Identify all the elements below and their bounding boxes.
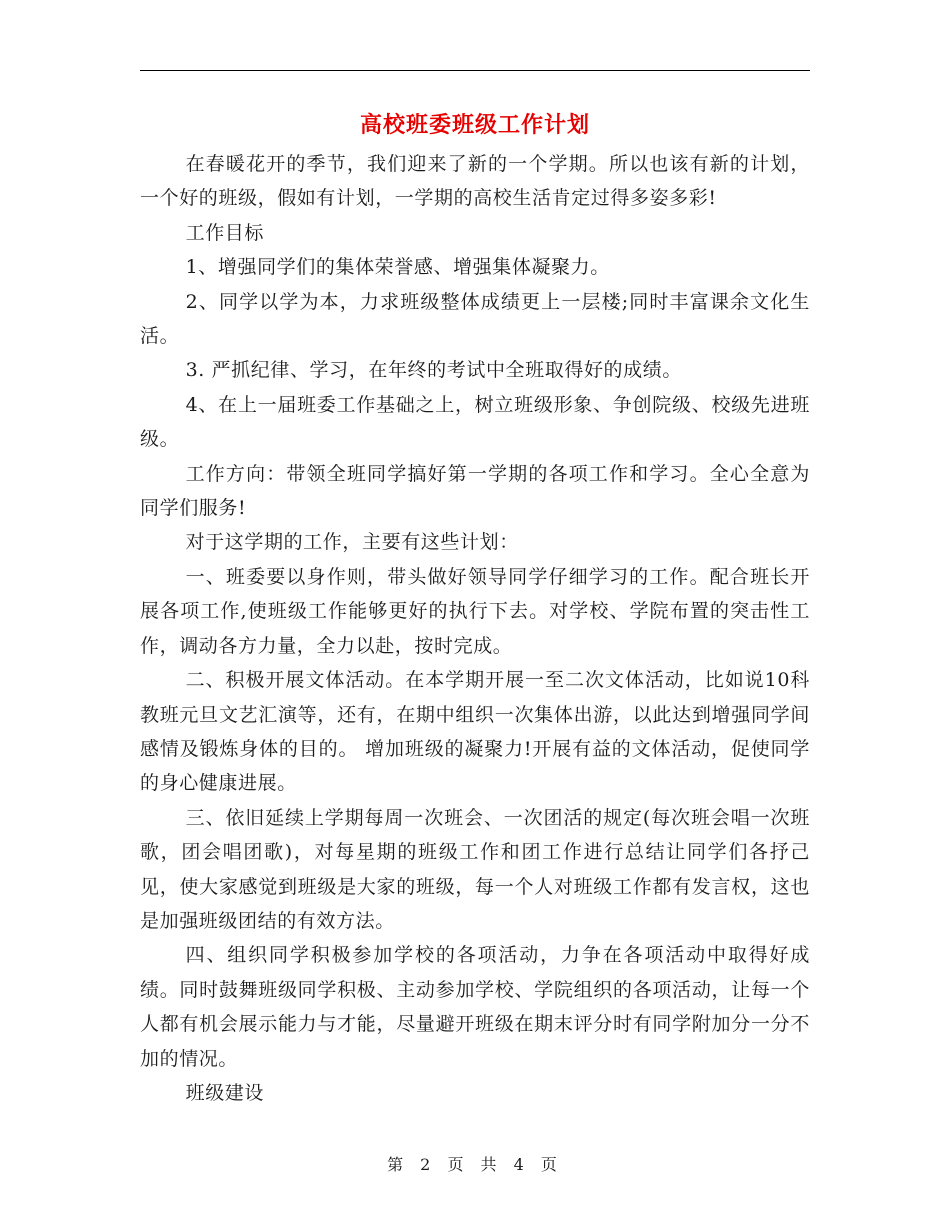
- goal-item-3: 3. 严抓纪律、学习，在年终的考试中全班取得好的成绩。: [185, 359, 682, 382]
- plan-item-4: 四、组织同学积极参加学校的各项活动，力争在各项活动中取得好成绩。同时鼓舞班级同学积极、主动参加学校、学院组织的各项活动，让每一个人都有机会展示能力与才能，尽量避开班级在期末评分时有同学附加分一分不加的情况。: [140, 944, 810, 1070]
- goal-item-4: 4、在上一届班委工作基础之上，树立班级形象、争创院级、校级先进班级。: [140, 393, 810, 451]
- document-body: [140, 147, 810, 1110]
- page-number: 第 2 页 共 4 页: [387, 1155, 563, 1174]
- heading-class-building: 班级建设: [185, 1081, 264, 1104]
- header-rule: [140, 70, 810, 71]
- goal-item-2: 2、同学以学为本，力求班级整体成绩更上一层楼;同时丰富课余文化生活。: [140, 290, 810, 348]
- goal-item-1: 1、增强同学们的集体荣誉感、增强集体凝聚力。: [185, 256, 610, 279]
- heading-work-goals: 工作目标: [185, 221, 264, 244]
- plan-item-2: 二、积极开展文体活动。在本学期开展一至二次文体活动，比如说10科教班元旦文艺汇演等，还有，在期中组织一次集体出游，以此达到增强同学间感情及锻炼身体的目的。 增加班级的凝聚力!开展有益的文体活动，促使同学的身心健康进展。: [140, 669, 810, 795]
- document-title: 高校班委班级工作计划: [359, 112, 590, 138]
- paragraph-plans-intro: 对于这学期的工作，主要有这些计划：: [185, 531, 519, 554]
- paragraph-work-direction: 工作方向：带领全班同学搞好第一学期的各项工作和学习。全心全意为同学们服务!: [140, 462, 810, 520]
- paragraph-intro: 在春暖花开的季节，我们迎来了新的一个学期。所以也该有新的计划，一个好的班级，假如有计划，一学期的高校生活肯定过得多姿多彩!: [140, 153, 810, 210]
- plan-item-3: 三、依旧延续上学期每周一次班会、一次团活的规定(每次班会唱一次班歌，团会唱团歌)，对每星期的班级工作和团工作进行总结让同学们各抒己见，使大家感觉到班级是大家的班级，每一个人对班级工作都有发言权，这也是加强班级团结的有效方法。: [140, 806, 810, 932]
- plan-item-1: 一、班委要以身作则，带头做好领导同学仔细学习的工作。配合班长开展各项工作,使班级工作能够更好的执行下去。对学校、学院布置的突击性工作，调动各方力量，全力以赴，按时完成。: [140, 565, 810, 657]
